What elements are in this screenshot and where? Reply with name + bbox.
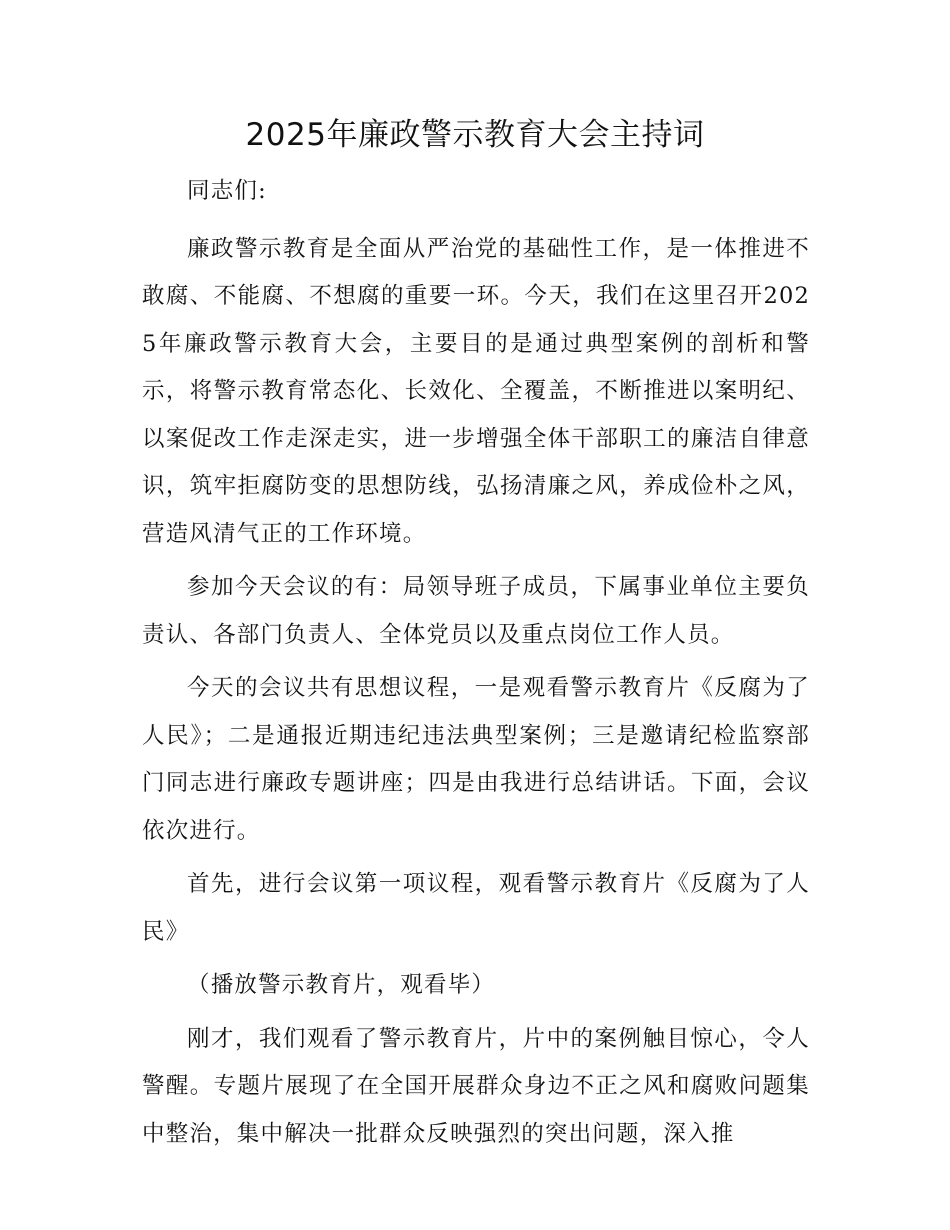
agenda-paragraph: 今天的会议共有思想议程，一是观看警示教育片《反腐为了人民》；二是通报近期违纪违法典型案例；三是邀请纪检监察部门同志进行廉政专题讲座；四是由我进行总结讲话。下面，会议依次进行。 bbox=[142, 675, 810, 844]
document-title: 2025年廉政警示教育大会主持词 bbox=[245, 117, 705, 153]
first-item-paragraph: 首先，进行会议第一项议程，观看警示教育片《反腐为了人民》 bbox=[142, 871, 810, 945]
intro-paragraph: 廉政警示教育是全面从严治党的基础性工作，是一体推进不敢腐、不能腐、不想腐的重要一环。今天，我们在这里召开2025年廉政警示教育大会，主要目的是通过典型案例的剖析和警示，将警示教育常态化、长效化、全覆盖，不断推进以案明纪、以案促改工作走深走实，进一步增强全体干部职工的廉洁自律意识，筑牢拒腐防变的思想防线，弘扬清廉之风，养成俭朴之风，营造风清气正的工作环境。 bbox=[142, 235, 810, 547]
reflection-paragraph: 刚才，我们观看了警示教育片，片中的案例触目惊心，令人警醒。专题片展现了在全国开展群众身边不正之风和腐败问题集中整治，集中解决一批群众反映强烈的突出问题，深入推 bbox=[142, 1025, 810, 1147]
attendees-paragraph: 参加今天会议的有：局领导班子成员，下属事业单位主要负责认、各部门负责人、全体党员以及重点岗位工作人员。 bbox=[142, 574, 810, 648]
document-body bbox=[142, 168, 810, 1164]
stage-direction-paragraph: （播放警示教育片，观看毕） bbox=[187, 972, 496, 998]
salutation-paragraph: 同志们: bbox=[187, 178, 267, 204]
